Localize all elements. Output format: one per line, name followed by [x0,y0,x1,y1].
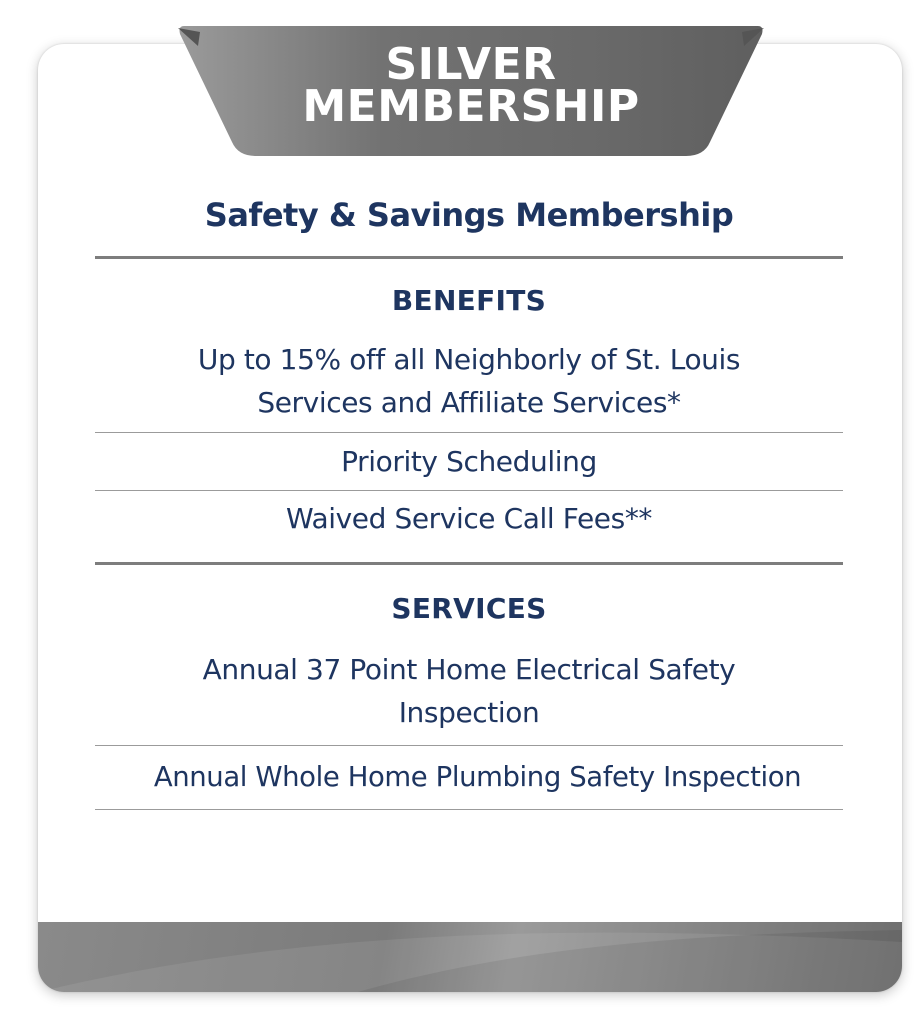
membership-banner [178,26,764,156]
divider [95,490,843,491]
membership-subtitle: Safety & Savings Membership [204,196,734,234]
banner-title: SILVER MEMBERSHIP [302,39,640,132]
service-item-electrical: Annual 37 Point Home Electrical Safety Inspection [202,653,736,729]
card-footer-band [38,922,902,992]
divider [95,562,843,565]
divider [95,432,843,433]
footer-swoosh [38,922,902,992]
services-heading: SERVICES [391,592,547,625]
divider [95,256,843,259]
divider [95,745,843,746]
benefit-item-priority: Priority Scheduling [341,445,597,478]
benefit-item-waived-fees: Waived Service Call Fees** [285,502,653,535]
divider [95,809,843,810]
benefits-heading: BENEFITS [391,284,547,317]
service-item-plumbing: Annual Whole Home Plumbing Safety Inspection [153,761,802,793]
benefit-item-discount: Up to 15% off all Neighborly of St. Louis Services and Affiliate Services* [197,343,741,419]
